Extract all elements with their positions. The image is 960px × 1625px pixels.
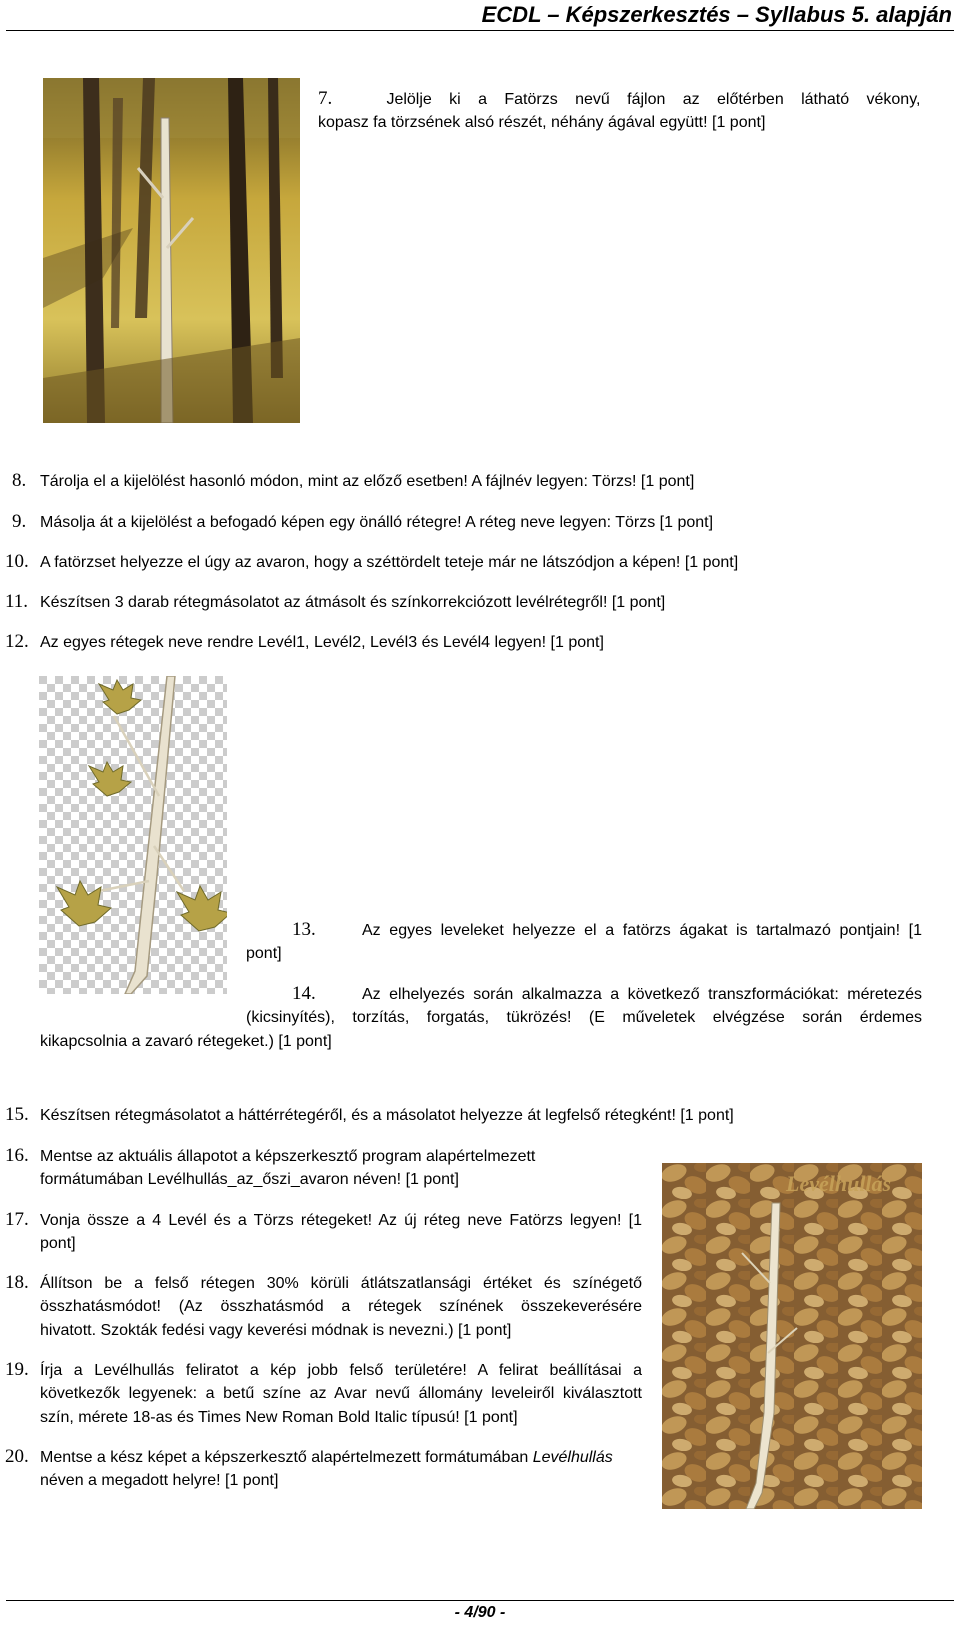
list-item	[5, 589, 665, 615]
item-text: Az egyes rétegek neve rendre Levél1, Levél2, Levél3 és Levél4 legyen! [1 pont]	[40, 634, 604, 651]
trunk-with-leaves-photo	[39, 676, 227, 994]
item-number: 18.	[5, 1272, 29, 1293]
item-number: 8.	[12, 470, 27, 491]
item-number: 9.	[12, 511, 27, 532]
item-text: Mentse a kész képet a képszerkesztő alapértelmezett formátumában	[40, 1449, 533, 1466]
item-text-continuation: néven a megadott helyre! [1 pont]	[40, 1472, 279, 1489]
item-number: 13.	[292, 919, 316, 940]
item-number: 16.	[5, 1145, 29, 1166]
page-header	[0, 0, 960, 34]
item-text-italic: Levélhullás	[532, 1449, 613, 1466]
item-number: 15.	[5, 1104, 29, 1125]
list-item	[5, 1444, 613, 1470]
item-text-continuation: szín, mérete 18-as és Times New Roman Bold Italic típusú! [1 pont]	[40, 1409, 518, 1426]
item-text: Másolja át a kijelölést a befogadó képen egy önálló rétegre! A réteg neve legyen: Törzs [1 pont]	[40, 514, 714, 531]
list-item	[292, 981, 922, 1007]
item-text-continuation: kopasz fa törzsének alsó részét, néhány ágával együtt! [1 pont]	[318, 114, 766, 131]
list-item	[12, 509, 713, 535]
header-rule	[6, 30, 954, 31]
list-item	[318, 86, 920, 112]
list-item	[5, 629, 604, 655]
item-text-continuation: következők legyenek: a betű színe az Avar nevű állomány leveleiről kiválasztott	[40, 1385, 642, 1402]
list-item	[5, 1207, 642, 1233]
item-text-continuation: kikapcsolnia a zavaró rétegeket.) [1 pont]	[40, 1033, 332, 1050]
result-photo	[662, 1163, 922, 1509]
item-text-continuation: formátumában Levélhullás_az_őszi_avaron néven! [1 pont]	[40, 1171, 459, 1188]
item-text: Tárolja el a kijelölést hasonló módon, mint az előző esetben! A fájlnév legyen: Törzs! [1 pont]	[40, 473, 695, 490]
item-text-continuation: pont]	[40, 1235, 76, 1252]
item-text: Írja a Levélhullás feliratot a kép jobb felső területére! A felirat beállításai a	[40, 1362, 642, 1379]
list-item	[5, 1357, 642, 1383]
item-text: Jelölje ki a Fatörzs nevű fájlon az előtérben látható vékony,	[386, 91, 921, 108]
item-text-continuation: (kicsinyítés), torzítás, forgatás, tükrözés! (E műveletek elvégzése során érdemes	[246, 1009, 922, 1026]
item-text: Készítsen rétegmásolatot a háttérrétegéről, és a másolatot helyezze át legfelső rétegként! [1 pont]	[40, 1107, 734, 1124]
item-text: Az elhelyezés során alkalmazza a következő transzformációkat: méretezés	[362, 986, 922, 1003]
list-item	[5, 1143, 535, 1169]
list-item	[5, 549, 738, 575]
list-item	[12, 468, 694, 494]
result-caption: Levélhullás	[786, 1171, 892, 1196]
item-text: Állítson be a felső rétegen 30% körüli átlátszatlansági értéket és színégető	[40, 1275, 642, 1292]
item-number: 11.	[5, 591, 29, 612]
item-text: Az egyes leveleket helyezze el a fatörzs ágakat is tartalmazó pontjain! [1	[362, 922, 922, 939]
item-number: 17.	[5, 1209, 29, 1230]
item-number: 7.	[318, 88, 333, 109]
list-item	[5, 1102, 734, 1128]
item-text: Mentse az aktuális állapotot a képszerkesztő program alapértelmezett	[40, 1148, 536, 1165]
header-title: ECDL – Képszerkesztés – Syllabus 5. alapján	[481, 2, 952, 27]
item-number: 14.	[292, 983, 316, 1004]
list-item	[5, 1270, 642, 1296]
item-number: 12.	[5, 631, 29, 652]
item-text: A fatörzset helyezze el úgy az avaron, hogy a széttördelt teteje már ne látszódjon a képen! [1 pont]	[40, 554, 739, 571]
item-number: 10.	[5, 551, 29, 572]
item-number: 19.	[5, 1359, 29, 1380]
item-text: Vonja össze a 4 Levél és a Törzs rétegeket! Az új réteg neve Fatörzs legyen! [1	[40, 1212, 642, 1229]
item-text-continuation: összhatásmódot! (Az összhatásmód a rétegek színének összekeverésére	[40, 1298, 642, 1315]
page-number: - 4/90 -	[454, 1604, 506, 1621]
item-number: 20.	[5, 1446, 29, 1467]
item-text-continuation: pont]	[246, 945, 282, 962]
list-item	[292, 917, 922, 943]
item-text-continuation: hivatott. Szokták fedési vagy keverési módnak is nevezni.) [1 pont]	[40, 1322, 512, 1339]
footer-rule	[6, 1600, 954, 1601]
item-text: Készítsen 3 darab rétegmásolatot az átmásolt és színkorrekciózott levélrétegről! [1 pont]	[40, 594, 666, 611]
forest-photo	[43, 78, 300, 423]
